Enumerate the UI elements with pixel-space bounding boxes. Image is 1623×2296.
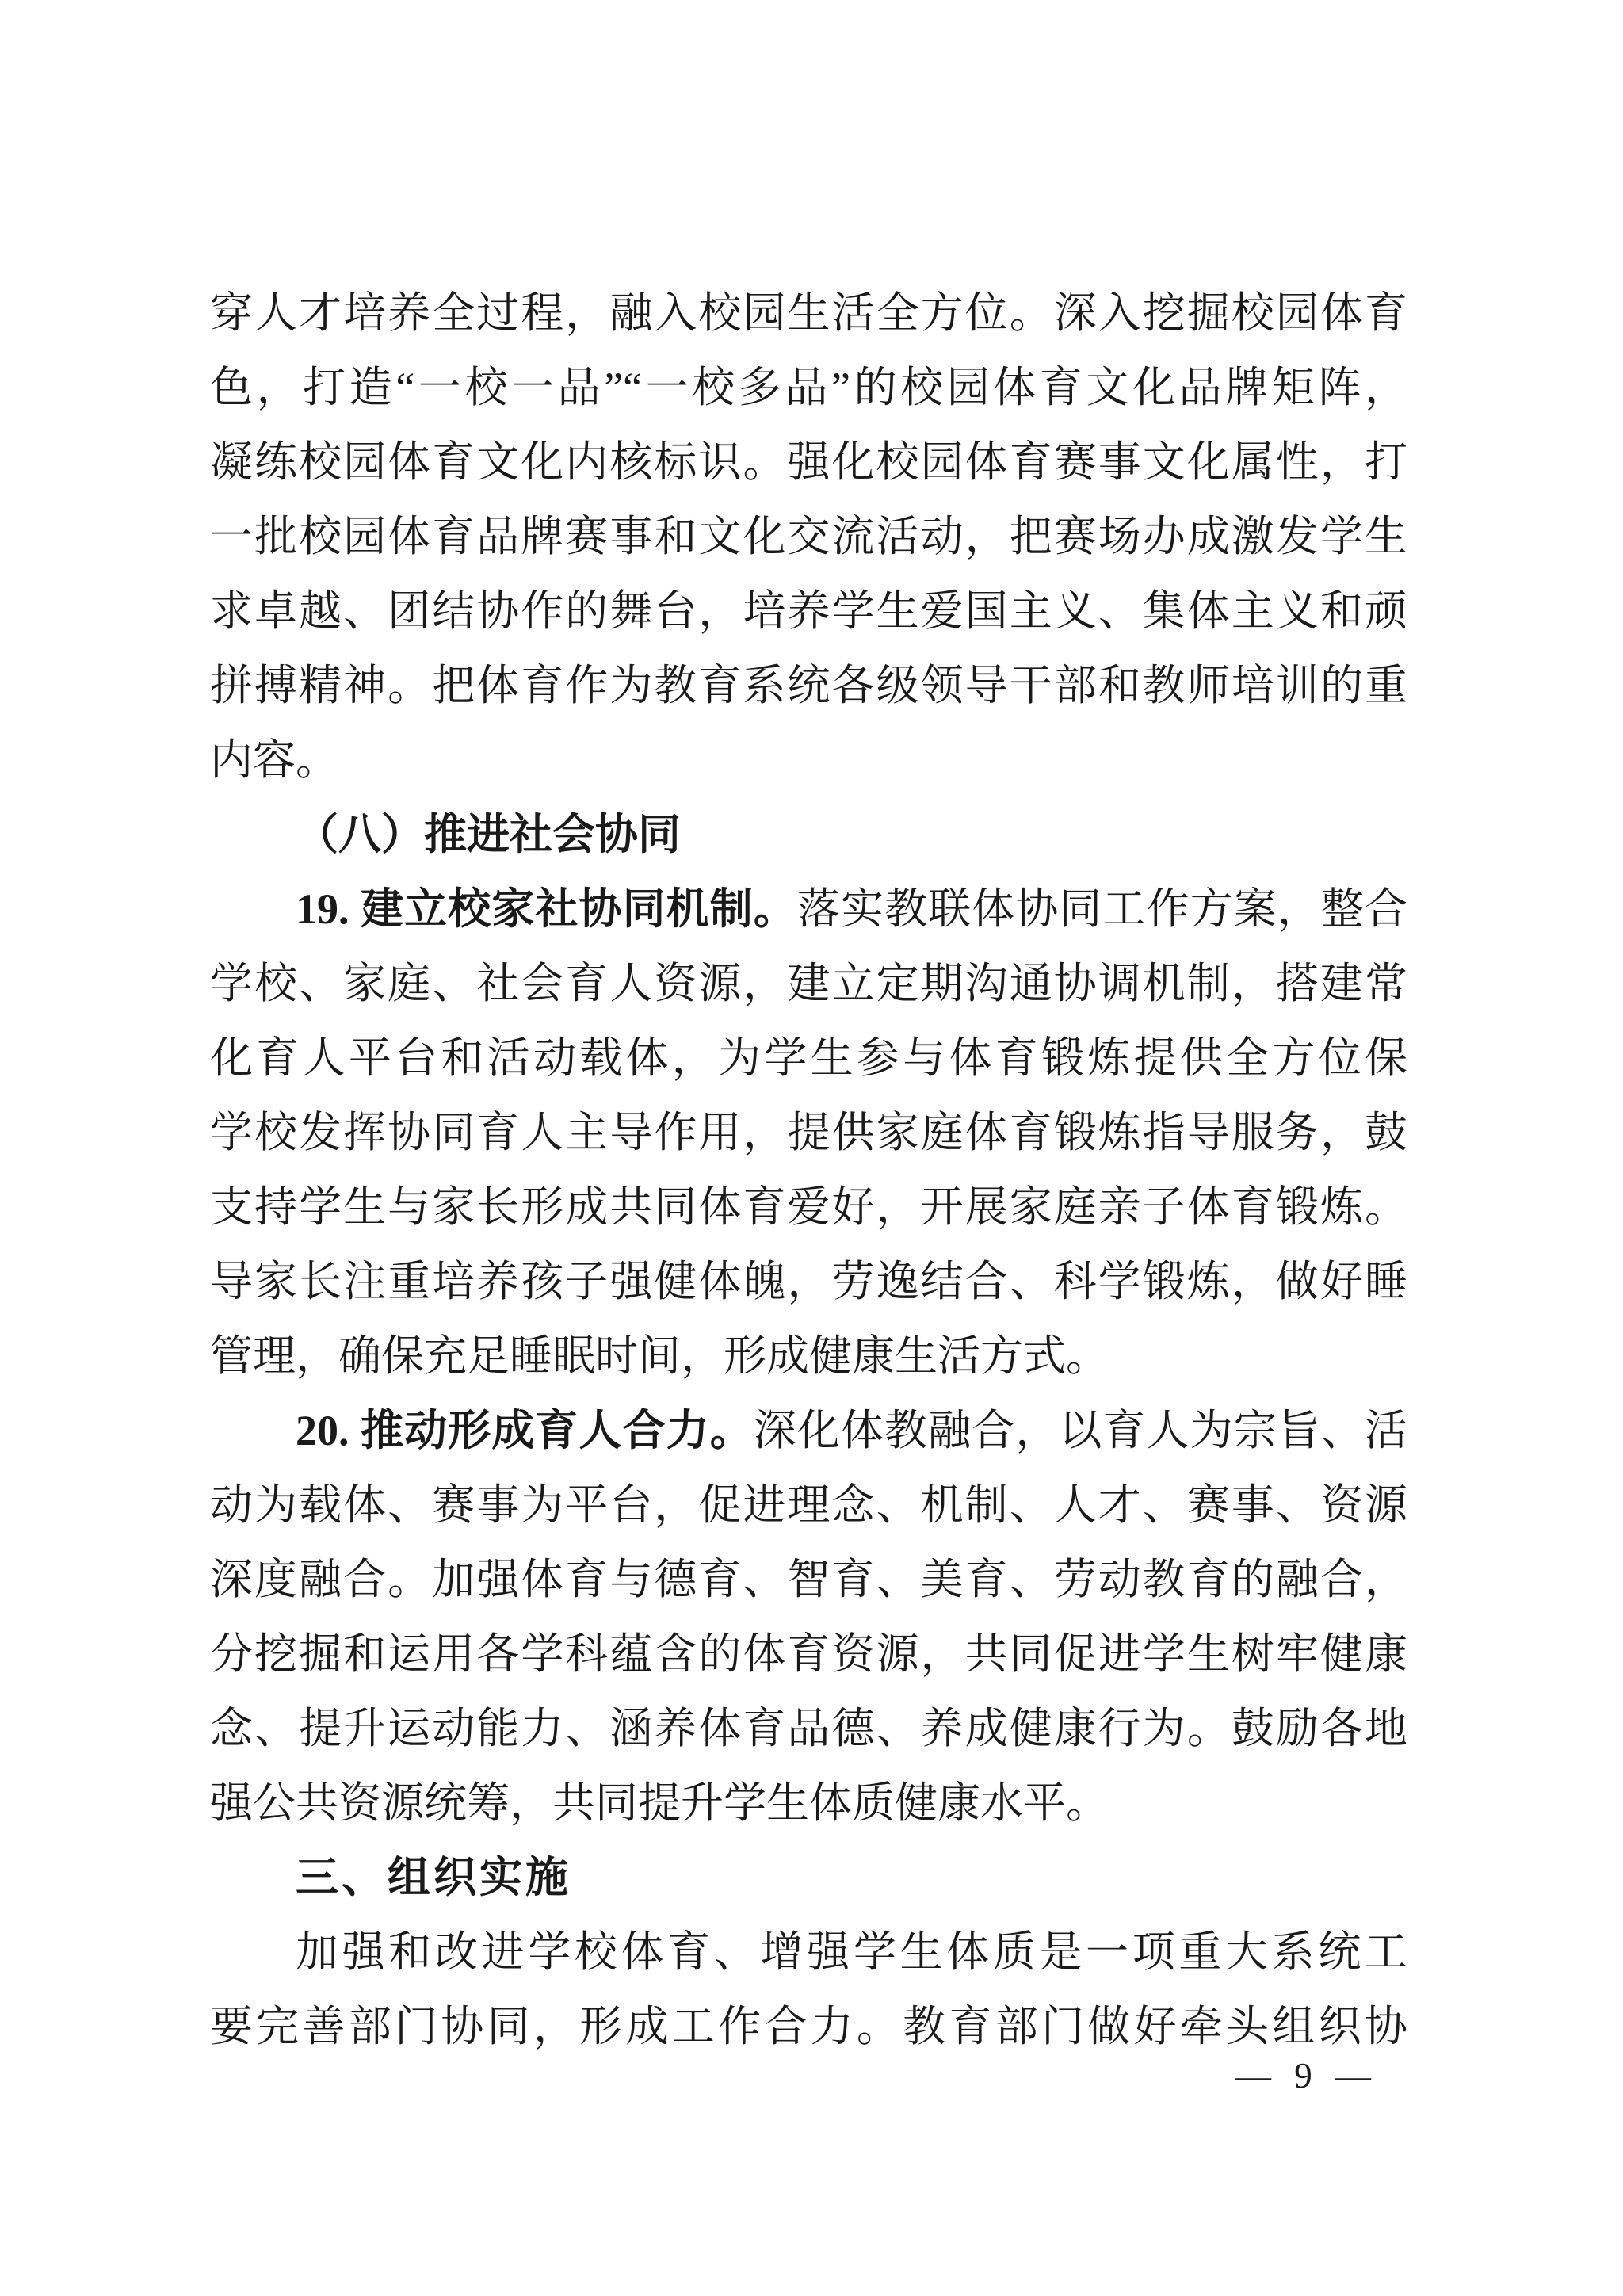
text-line <box>210 1766 1407 1840</box>
text-segment: 色，打造“一校一品”“一校多品”的校园体育文化品牌矩阵， <box>210 364 1407 411</box>
text-segment: 求卓越、团结协作的舞台，培养学生爱国主义、集体主义和顽 <box>210 587 1407 635</box>
text-segment: 强公共资源统筹，共同提升学生体质健康水平。 <box>210 1779 1109 1827</box>
text-line <box>210 1021 1407 1095</box>
text-line <box>210 946 1407 1021</box>
text-segment: 化育人平台和活动载体，为学生参与体育锻炼提供全方位保 <box>210 1034 1407 1082</box>
text-segment: 凝练校园体育文化内核标识。强化校园体育赛事文化属性，打 <box>210 438 1407 486</box>
text-segment: （八）推进社会协同 <box>296 811 681 858</box>
section-heading-viii <box>210 797 1407 872</box>
text-line <box>210 1542 1407 1617</box>
text-line <box>210 1319 1407 1393</box>
text-line <box>210 350 1407 425</box>
text-line <box>210 276 1407 350</box>
text-line <box>210 872 1407 946</box>
text-segment: 深化体教融合，以育人为宗旨、活 <box>753 1407 1407 1454</box>
text-segment: 动为载体、赛事为平台，促进理念、机制、人才、赛事、资源 <box>210 1481 1407 1529</box>
text-line <box>210 648 1407 723</box>
text-line <box>210 1989 1407 2064</box>
text-segment: 拼搏精神。把体育作为教育系统各级领导干部和教师培训的重 <box>210 662 1407 709</box>
text-segment: 穿人才培养全过程，融入校园生活全方位。深入挖掘校园体育 <box>210 289 1407 337</box>
text-line <box>210 1095 1407 1170</box>
text-line <box>210 499 1407 574</box>
text-segment: 内容。 <box>210 736 338 784</box>
text-segment: 管理，确保充足睡眠时间，形成健康生活方式。 <box>210 1332 1109 1380</box>
text-line <box>210 425 1407 499</box>
text-line <box>210 1691 1407 1766</box>
section-heading-iii <box>210 1840 1407 1915</box>
document-body <box>210 276 1407 2064</box>
text-line <box>210 1468 1407 1542</box>
text-line <box>210 1170 1407 1244</box>
page-number: — 9 — <box>1235 2056 1371 2095</box>
bold-lead: 20. 推动形成育人合力。 <box>296 1407 754 1454</box>
text-segment: 学校、家庭、社会育人资源，建立定期沟通协调机制，搭建常 <box>210 960 1407 1007</box>
text-segment: 支持学生与家长形成共同体育爱好，开展家庭亲子体育锻炼。 <box>210 1183 1407 1231</box>
text-line <box>210 723 1407 797</box>
text-segment: 深度融合。加强体育与德育、智育、美育、劳动教育的融合， <box>210 1556 1407 1603</box>
text-line <box>210 574 1407 648</box>
text-segment: 落实教联体协同工作方案，整合 <box>796 885 1407 933</box>
text-segment: 念、提升运动能力、涵养体育品德、养成健康行为。鼓励各地 <box>210 1705 1407 1752</box>
text-segment: 三、组织实施 <box>296 1854 571 1901</box>
bold-lead: 19. 建立校家社协同机制。 <box>296 885 797 933</box>
text-segment: 要完善部门协同，形成工作合力。教育部门做好牵头组织协 <box>210 2003 1407 2050</box>
text-segment: 加强和改进学校体育、增强学生体质是一项重大系统工 <box>296 1928 1407 1976</box>
text-line <box>210 1393 1407 1468</box>
text-segment: 学校发挥协同育人主导作用，提供家庭体育锻炼指导服务，鼓 <box>210 1109 1407 1156</box>
text-segment: 导家长注重培养孩子强健体魄，劳逸结合、科学锻炼，做好睡 <box>210 1258 1407 1305</box>
text-line <box>210 1617 1407 1691</box>
text-line <box>210 1244 1407 1319</box>
text-segment: 一批校园体育品牌赛事和文化交流活动，把赛场办成激发学生 <box>210 513 1407 560</box>
text-segment: 分挖掘和运用各学科蕴含的体育资源，共同促进学生树牢健康 <box>210 1630 1407 1678</box>
text-line <box>210 1915 1407 1989</box>
